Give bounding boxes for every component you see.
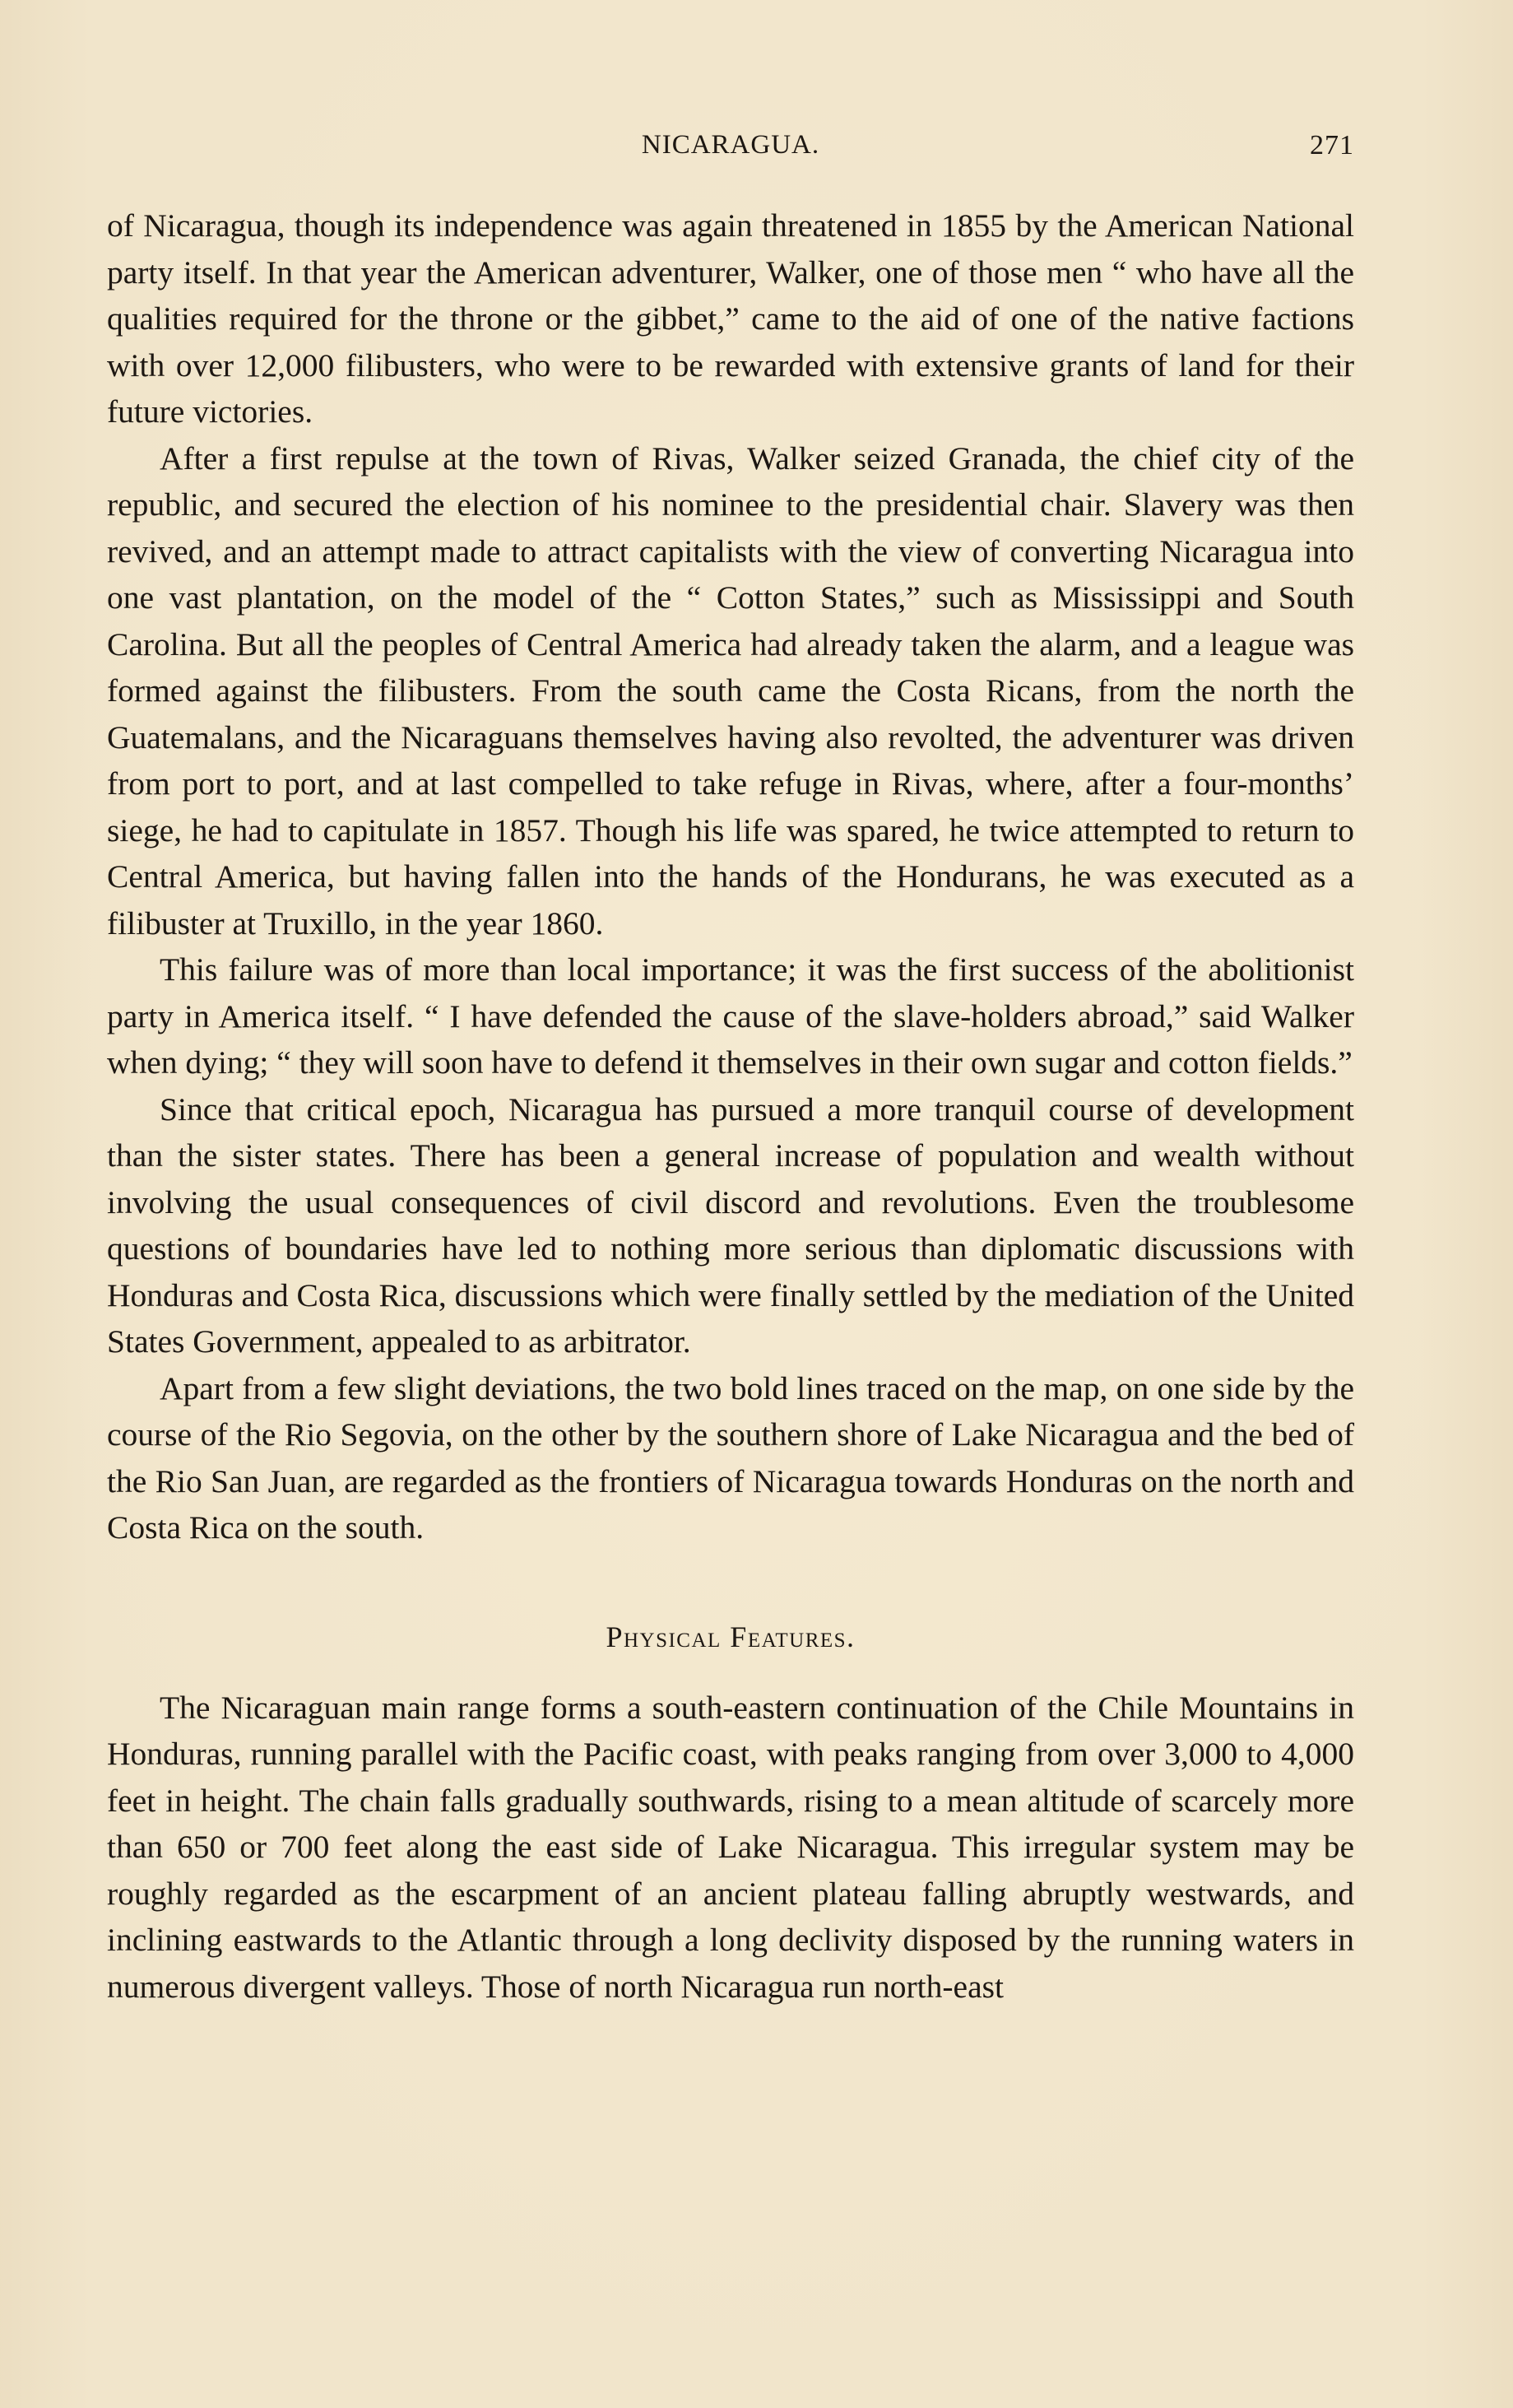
body-text [107, 202, 1354, 2010]
paragraph-3: This failure was of more than local importance; it was the first success of the abolitionist party in America itself. “ I have defended the cause of the slave-holders abroad,” said Walker when dying; “ they will soon have to defend it themselves in their own sugar and cotton fields.” [107, 951, 1354, 1081]
paragraph-5: Apart from a few slight deviations, the two bold lines traced on the map, on one side by the course of the Rio Segovia, on the other by the southern shore of Lake Nicaragua and the bed of the Rio San Juan, are regarded as the frontiers of Nicaragua towards Honduras on the north and Costa Rica on the south. [107, 1369, 1354, 1546]
paragraph-1: of Nicaragua, though its independence was again threatened in 1855 by the American National party itself. In that year the American adventurer, Walker, one of those men “ who have all the qualities required for the throne or the gibbet,” came to the aid of one of the native factions with over 12,000 filibusters, who were to be rewarded with extensive grants of land for their future victories. [107, 207, 1354, 430]
running-title: NICARAGUA. [641, 130, 820, 160]
section-heading: Physical Features. [606, 1620, 856, 1653]
running-head [107, 130, 1354, 166]
paragraph-4: Since that critical epoch, Nicaragua has pursued a more tranquil course of development than the sister states. There has been a general increase of population and wealth without involving the usual consequences of civil discord and revolutions. Even the troublesome questions of boundaries have led to nothing more serious than diplomatic discussions with Honduras and Costa Rica, discussions which were finally settled by the mediation of the United States Government, appealed to as arbitrator. [107, 1090, 1354, 1360]
paragraph-2: After a first repulse at the town of Rivas, Walker seized Granada, the chief city of the republic, and secured the election of his nominee to the presidential chair. Slavery was then revived, and an attempt made to attract capitalists with the view of converting Nicaragua into one vast plantation, on the model of the “ Cotton States,” such as Mississippi and South Carolina. But all the peoples of Central America had already taken the alarm, and a league was formed against the filibusters. From the south came the Costa Ricans, from the north the Guatemalans, and the Nicaraguans themselves having also revolted, the adventurer was driven from port to port, and at last compelled to take refuge in Rivas, where, after a four-months’ siege, he had to capitulate in 1857. Though his life was spared, he twice attempted to return to Central America, but having fallen into the hands of the Hondurans, he was executed as a filibuster at Truxillo, in the year 1860. [107, 439, 1354, 941]
section-paragraph: The Nicaraguan main range forms a south-eastern continuation of the Chile Mountains in Honduras, running parallel with the Pacific coast, with peaks ranging from over 3,000 to 4,000 feet in height. The chain falls gradually southwards, rising to a mean altitude of scarcely more than 650 or 700 feet along the east side of Lake Nicaragua. This irregular system may be roughly regarded as the escarpment of an ancient plateau falling abruptly westwards, and inclining eastwards to the Atlantic through a long declivity disposed by the running waters in numerous divergent valleys. Those of north Nicaragua run north-east [107, 1689, 1354, 2005]
page-number: 271 [1310, 130, 1354, 160]
